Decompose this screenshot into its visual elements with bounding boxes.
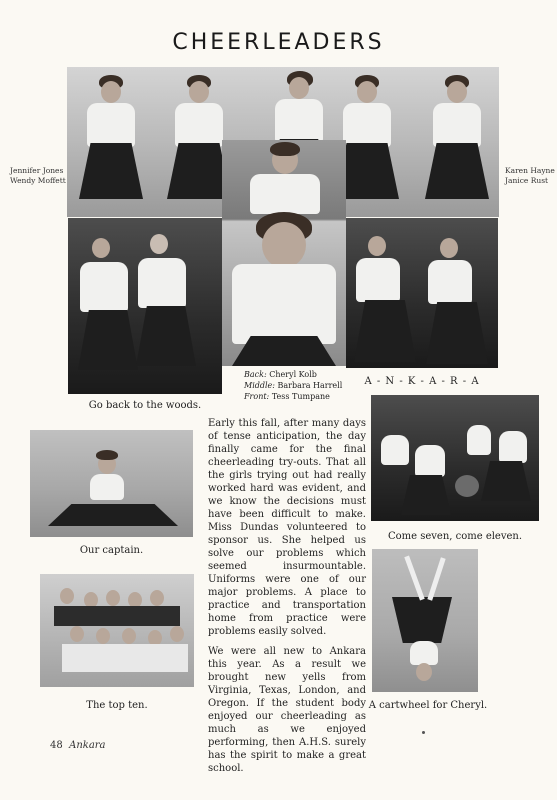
caption-cartwheel: A cartwheel for Cheryl. [368, 700, 488, 711]
caption-woods: Go back to the woods. [88, 400, 202, 411]
caption-top-ten: The top ten. [86, 700, 148, 711]
page-title: CHEERLEADERS [172, 30, 385, 55]
woods-photo [68, 218, 222, 394]
caption-ankara: A - N - K - A - R - A [364, 376, 480, 387]
article-text [208, 417, 366, 782]
cartwheel-photo [372, 549, 478, 692]
caption-seven: Come seven, come eleven. [387, 531, 523, 542]
side-names-left: Jennifer Jones Wendy Moffett [10, 166, 66, 185]
circle-photo [371, 395, 539, 521]
names-credits: Back: Cheryl Kolb Middle: Barbara Harrell Front: Tess Tumpane [244, 370, 343, 401]
captain-photo [30, 430, 193, 537]
book-name: Ankara [69, 740, 106, 751]
caption-captain: Our captain. [79, 545, 144, 556]
side-names-right: Karen Hayne Janice Rust [505, 166, 555, 185]
page-footer [50, 740, 106, 751]
top-ten-photo [40, 574, 194, 687]
paragraph-2: We were all new to Ankara this year. As a result we brought new yells from Virginia, Texas, London, and Oregon. If the student body enjoyed our cheerleading as much as we enjoyed performing, then A.H.S. surely has the spirit to make a great school. [208, 646, 366, 774]
page-number: 48 [50, 740, 63, 751]
trio-photo [222, 140, 346, 366]
ankara-photo [346, 218, 498, 368]
paragraph-1: Early this fall, after many days of tense anticipation, the day finally came for the final cheerleading try-outs. That all the girls trying out had really worked hard was evident, and we know the decisions must have been difficult to make. Miss Dundas volunteered to sponsor us. She helped us solve our problems which seemed insurmountable. Uniforms were one of our major problems. A place to practice and transportation home from practice were problems easily solved. [208, 418, 366, 637]
